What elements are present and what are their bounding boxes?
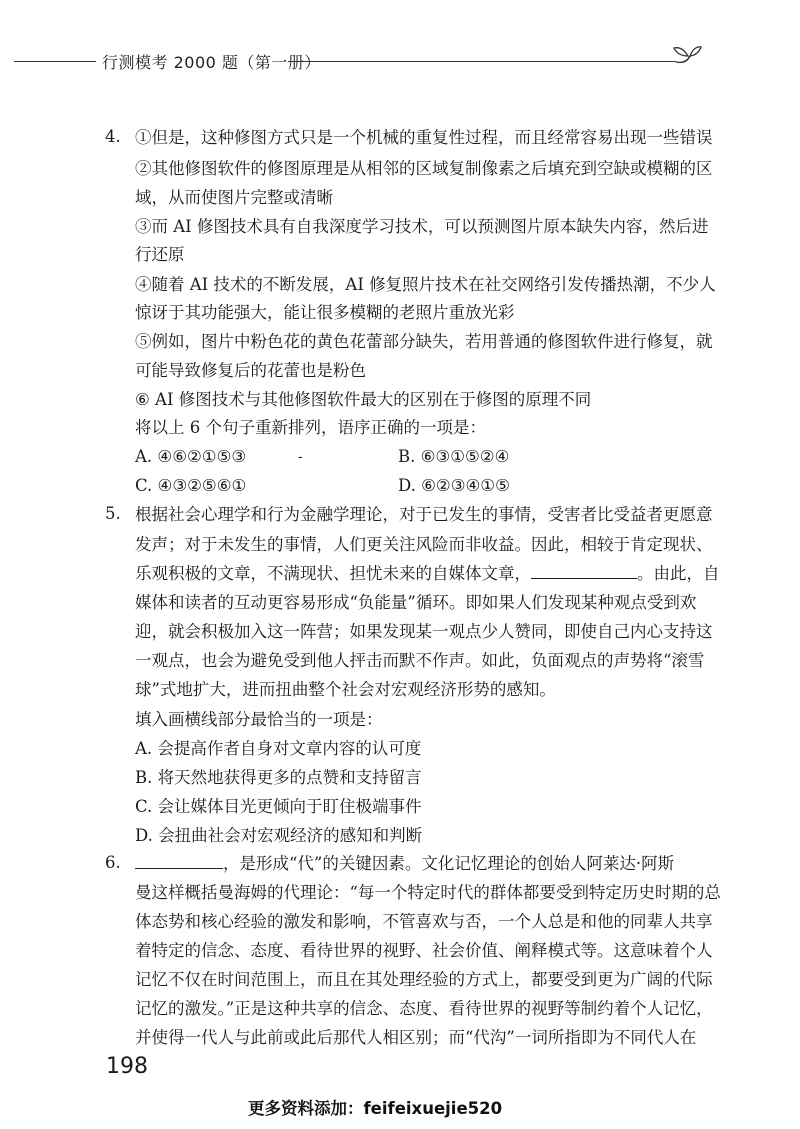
q4-option-c[interactable]: C. ④③②⑤⑥①: [135, 476, 247, 495]
q4-line-7: 惊讶于其功能强大，能让很多模糊的老照片重放光彩: [135, 303, 515, 322]
fill-blank: [531, 564, 637, 579]
q4-line-5: 行还原: [135, 245, 185, 264]
q6-line-2: 曼这样概括曼海姆的代理论：“每一个特定时代的群体都要受到特定历史时期的总: [135, 883, 721, 902]
q4-line-9: 可能导致修复后的花蕾也是粉色: [135, 361, 366, 380]
fill-blank: [135, 854, 223, 869]
q4-line-2: ②其他修图软件的修图原理是从相邻的区域复制像素之后填充到空缺或模糊的区: [135, 159, 713, 178]
stray-mark: -: [298, 449, 303, 465]
header-rule-left: [14, 61, 96, 62]
q5-line-7: 球”式地扩大，进而扭曲整个社会对宏观经济形势的感知。: [135, 680, 556, 699]
footer-note: 更多资料添加：feifeixuejie520: [248, 1099, 503, 1118]
sprout-icon: [668, 42, 702, 72]
q5-line-4: 媒体和读者的互动更容易形成“负能量”循环。即如果人们发现某种观点受到欢: [135, 593, 697, 612]
header-rule-right: [288, 61, 676, 62]
question-number: 6.: [105, 853, 121, 872]
q5-option-d[interactable]: D. 会扭曲社会对宏观经济的感知和判断: [135, 826, 423, 845]
q5-option-c[interactable]: C. 会让媒体目光更倾向于盯住极端事件: [135, 797, 422, 816]
q6-line-4: 着特定的信念、态度、看待世界的视野、社会价值、阐释模式等。这意味着个人: [135, 941, 713, 960]
q4-prompt: 将以上 6 个句子重新排列，语序正确的一项是：: [135, 418, 486, 437]
q4-line-10: ⑥ AI 修图技术与其他修图软件最大的区别在于修图的原理不同: [135, 390, 592, 409]
q5-line-3-tail: 。由此，自: [637, 564, 720, 583]
q4-line-1: ①但是，这种修图方式只是一个机械的重复性过程，而且经常容易出现一些错误: [135, 128, 713, 147]
running-header: [0, 42, 800, 82]
question-number: 4.: [105, 127, 121, 146]
header-title: 行测模考 2000 题（第一册）: [102, 53, 321, 72]
q6-line-6: 记忆的激发。”正是这种共享的信念、态度、看待世界的视野等制约着个人记忆，: [135, 999, 713, 1018]
question-number: 5.: [105, 504, 121, 523]
q5-line-3-text: 乐观积极的文章，不满现状、担忧未来的自媒体文章，: [135, 564, 531, 583]
q4-line-3: 域，从而使图片完整或清晰: [135, 188, 333, 207]
q5-line-5: 迎，就会积极加入这一阵营；如果发现某一观点少人赞同，即使自己内心支持这: [135, 622, 713, 641]
q6-line-1: [135, 853, 674, 875]
q5-line-3: [135, 563, 720, 585]
q6-line-5: 记忆不仅在时间范围上，而且在其处理经验的方式上，都要受到更为广阔的代际: [135, 970, 713, 989]
q5-line-6: 一观点，也会为避免受到他人抨击而默不作声。如此，负面观点的声势将“滚雪: [135, 651, 705, 670]
q4-line-4: ③而 AI 修图技术具有自我深度学习技术，可以预测图片原本缺失内容，然后进: [135, 217, 709, 236]
q4-line-8: ⑤例如，图片中粉色花的黄色花蕾部分缺失，若用普通的修图软件进行修复，就: [135, 332, 713, 351]
q6-line-3: 体态势和核心经验的激发和影响，不管喜欢与否，一个人总是和他的同辈人共享: [135, 912, 713, 931]
q5-line-1: 根据社会心理学和行为金融学理论，对于已发生的事情，受害者比受益者更愿意: [135, 505, 713, 524]
q4-option-b[interactable]: B. ⑥③①⑤②④: [398, 447, 510, 466]
q4-option-d[interactable]: D. ⑥②③④①⑤: [398, 476, 510, 495]
q4-line-6: ④随着 AI 技术的不断发展，AI 修复照片技术在社交网络引发传播热潮，不少人: [135, 275, 716, 294]
q5-prompt: 填入画横线部分最恰当的一项是：: [135, 710, 383, 729]
q5-option-a[interactable]: A. 会提高作者自身对文章内容的认可度: [135, 739, 422, 758]
page-number: 198: [106, 1054, 148, 1079]
q4-option-a[interactable]: A. ④⑥②①⑤③: [135, 447, 247, 466]
q5-line-2: 发声；对于未发生的事情，人们更关注风险而非收益。因此，相较于肯定现状、: [135, 535, 713, 554]
q6-line-7: 并使得一代人与此前或此后那代人相区别；而“代沟”一词所指即为不同代人在: [135, 1028, 697, 1047]
q6-line-1-text: ，是形成“代”的关键因素。文化记忆理论的创始人阿莱达·阿斯: [223, 854, 675, 873]
q5-option-b[interactable]: B. 将天然地获得更多的点赞和支持留言: [135, 768, 422, 787]
